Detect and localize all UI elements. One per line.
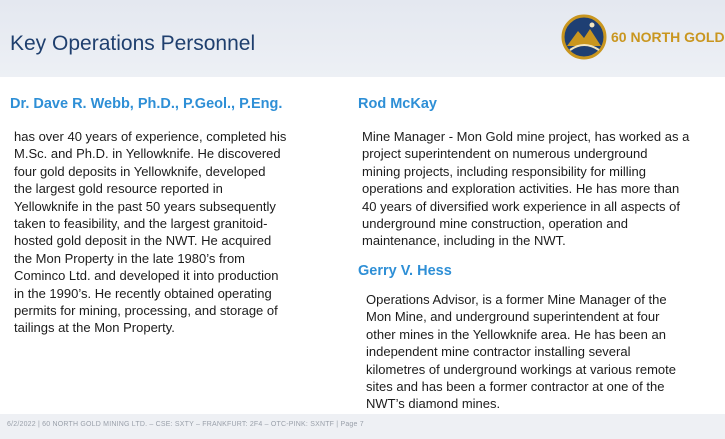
person-bio-mckay — [362, 128, 689, 250]
bio-line: sites and has been a former contractor at one of the — [366, 379, 665, 395]
slide-title: Key Operations Personnel — [10, 32, 256, 55]
slide-header — [0, 0, 725, 77]
person-bio-webb — [14, 128, 286, 337]
bio-line: the largest gold resource reported in — [14, 181, 223, 197]
slide-footer — [0, 414, 725, 439]
bio-line: independent mine contractor installing several — [366, 344, 631, 360]
bio-line: Mine Manager - Mon Gold mine project, has worked as a — [362, 129, 690, 144]
bio-line: the Mon Property in the late 1980’s from — [14, 250, 245, 266]
bio-line: other mines in the Yellowknife area. He has been an — [366, 326, 666, 342]
person-bio-hess — [366, 291, 676, 413]
bio-line: 40 years of diversified work experience in all aspects of — [362, 198, 680, 214]
person-name-hess: Gerry V. Hess — [358, 263, 452, 279]
bio-line: Yellowknife in the past 50 years subsequently — [14, 198, 276, 214]
footer-text: 6/2/2022 | 60 NORTH GOLD MINING LTD. – CSE: SXTY – FRANKFURT: 2F4 – OTC-PINK: SXNTF | Page 7 — [7, 421, 364, 428]
logo-text: 60 NORTH GOLD — [611, 29, 725, 45]
bio-line: Operations Advisor, is a former Mine Manager of the — [366, 292, 667, 307]
bio-line: Cominco Ltd. and developed it into production — [14, 268, 279, 284]
bio-line: M.Sc. and Ph.D. in Yellowknife. He discovered — [14, 146, 281, 162]
bio-line: four gold deposits in Yellowknife, developed — [14, 163, 266, 179]
bio-line: kilometres of underground workings at various remote — [366, 361, 676, 377]
person-name-webb: Dr. Dave R. Webb, Ph.D., P.Geol., P.Eng. — [10, 96, 283, 112]
bio-line: maintenance, including in the NWT. — [362, 233, 566, 249]
bio-line: in the 1990’s. He recently obtained operating — [14, 285, 272, 301]
logo-emblem-icon — [561, 14, 607, 60]
bio-line: NWT’s diamond mines. — [366, 396, 501, 412]
bio-line: underground mine construction, operation and — [362, 216, 628, 232]
bio-line: taken to feasibility, and the largest granitoid- — [14, 216, 268, 232]
bio-line: tailings at the Mon Property. — [14, 320, 175, 336]
bio-line: hosted gold deposit in the NWT. He acquired — [14, 233, 272, 249]
bio-line: has over 40 years of experience, completed his — [14, 129, 287, 144]
bio-line: Mon Mine, and underground superintendent at four — [366, 309, 660, 325]
company-logo — [561, 14, 725, 60]
bio-line: mining projects, including responsibility for milling — [362, 163, 646, 179]
bio-line: project superintendent on numerous underground — [362, 146, 648, 162]
person-name-mckay: Rod McKay — [358, 96, 437, 112]
bio-line: permits for mining, processing, and storage of — [14, 303, 278, 319]
bio-line: operations and exploration activities. He has more than — [362, 181, 680, 197]
